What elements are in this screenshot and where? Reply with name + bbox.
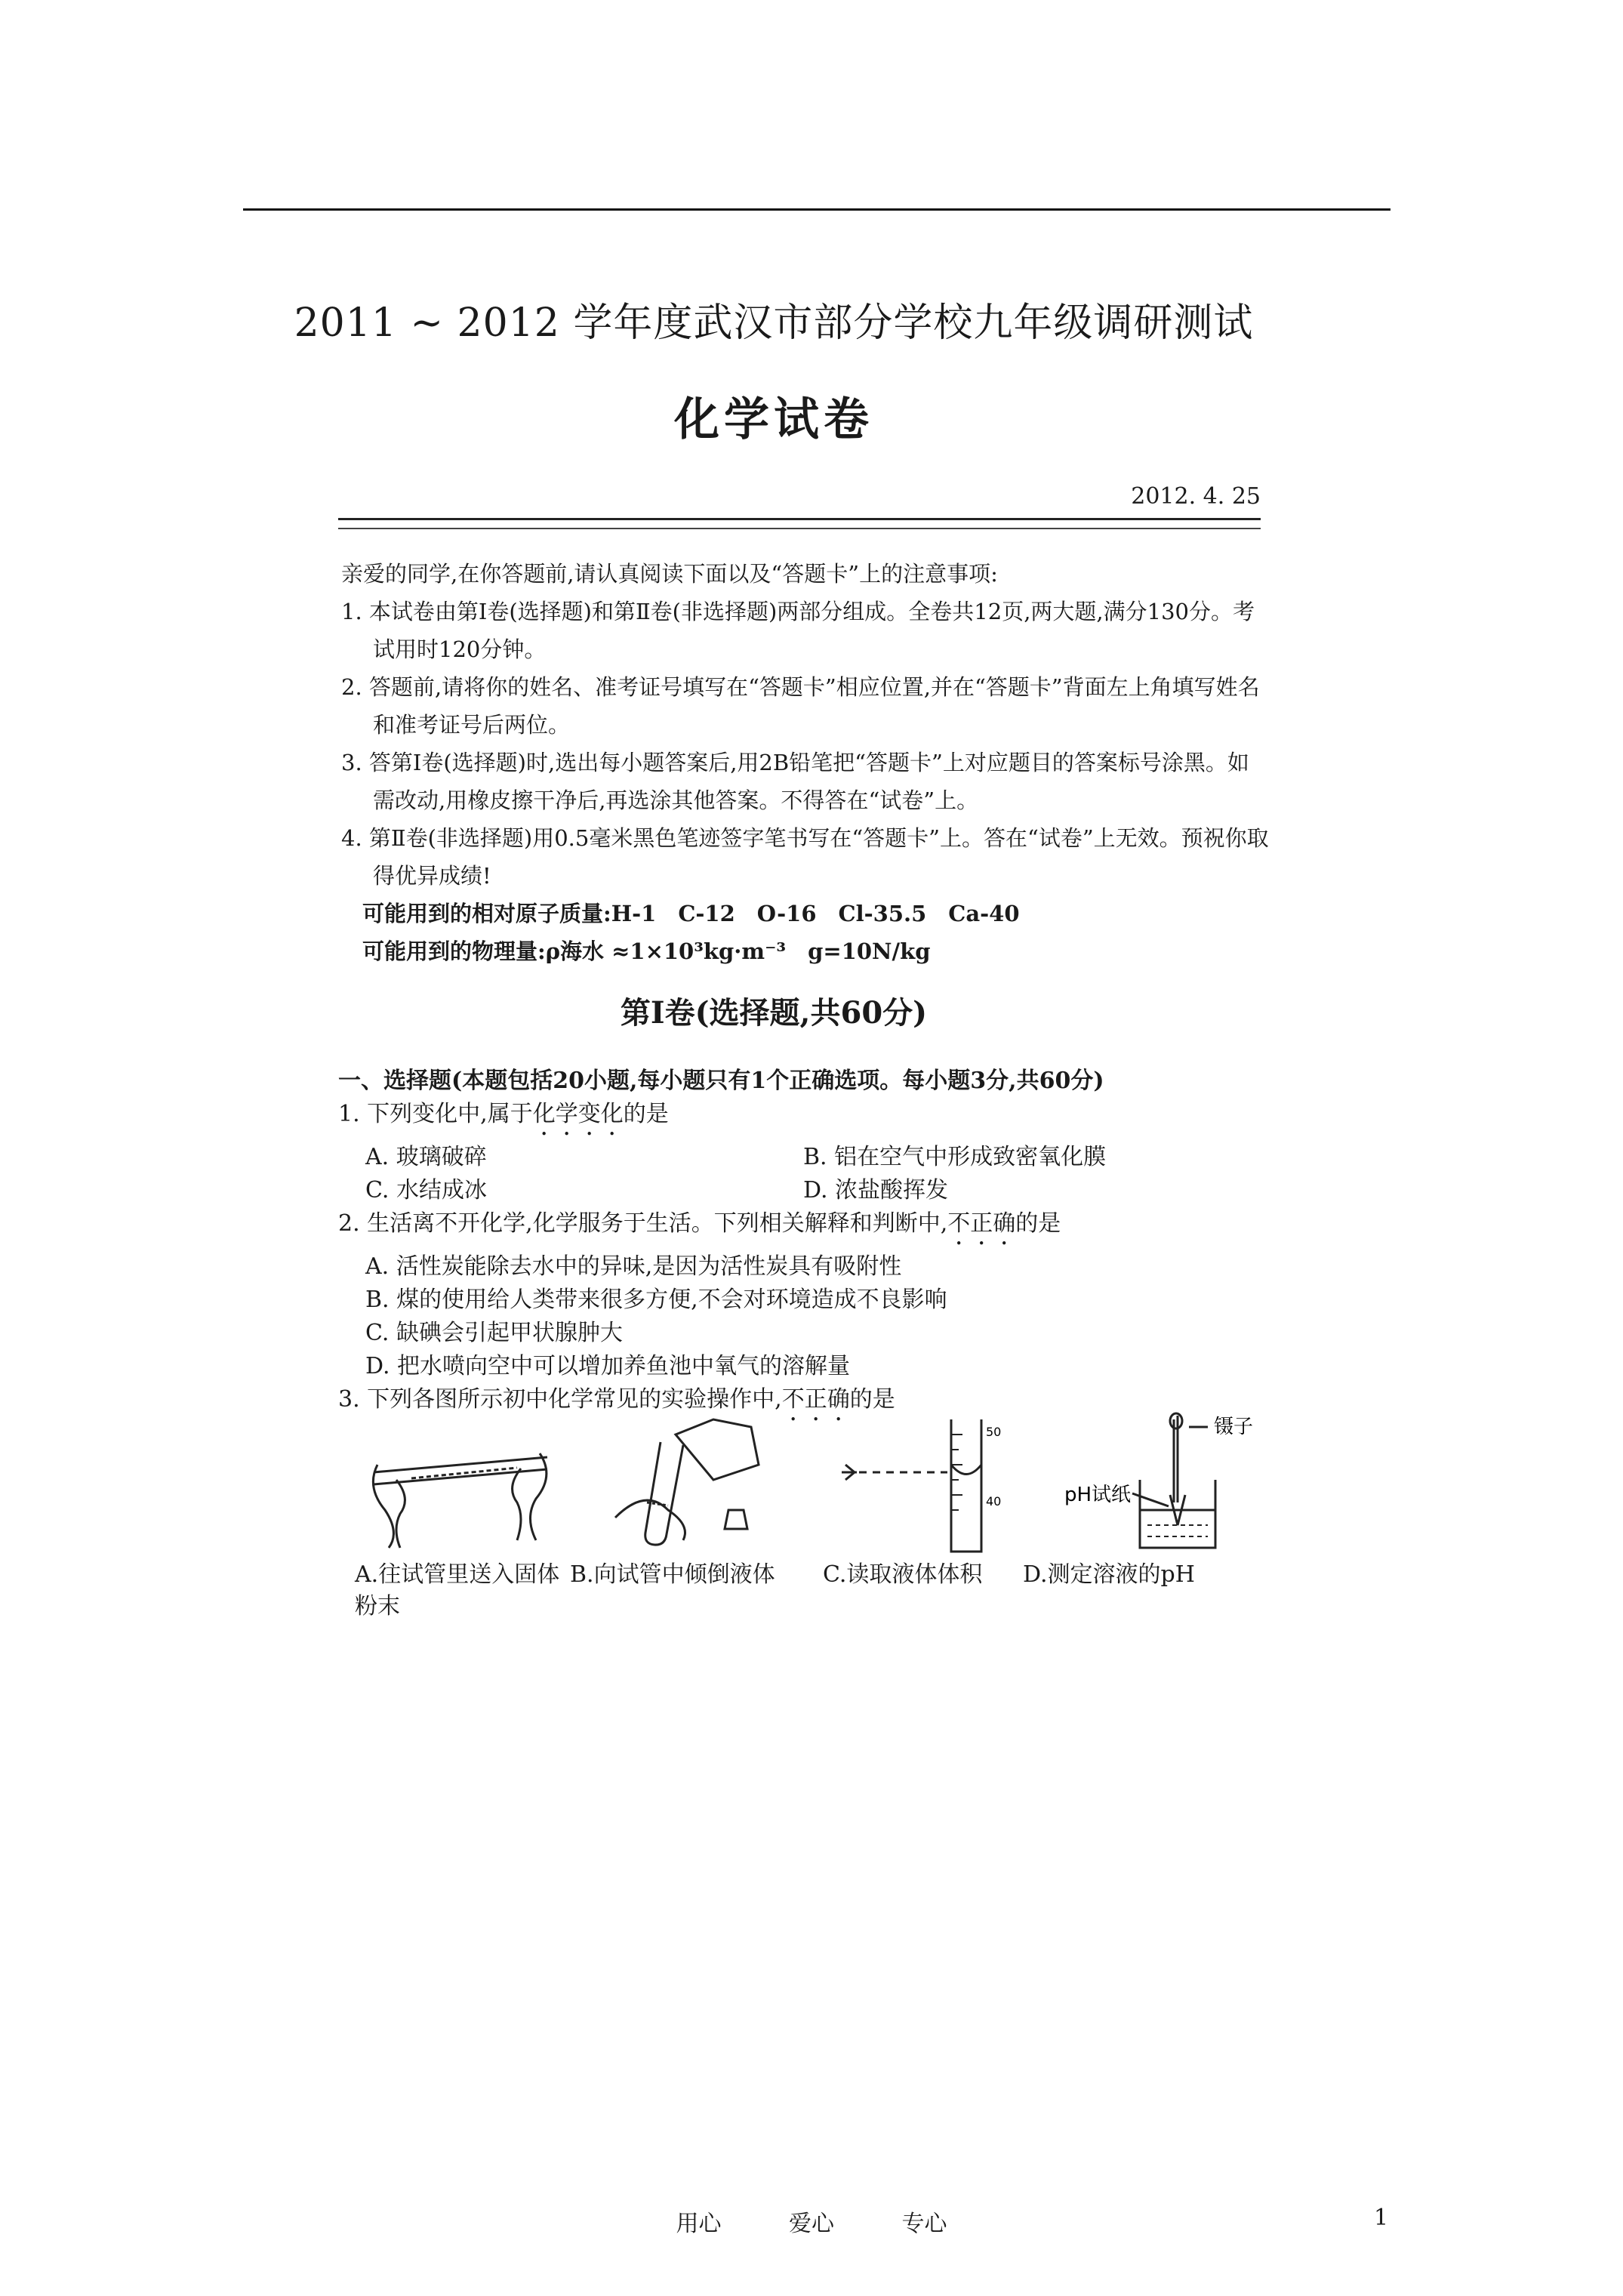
figure-c-caption: C.读取液体体积 — [823, 1561, 983, 1588]
footer-word: 爱心 — [789, 2211, 834, 2237]
exam-date: 2012. 4. 25 — [1131, 483, 1261, 510]
page-number: 1 — [1374, 2205, 1389, 2231]
notice-item: 3. 答第Ⅰ卷(选择题)时,选出每小题答案后,用2B铅笔把“答题卡”上对应题目的答案标号涂黑。如需改动,用橡皮擦干净后,再选涂其他答案。不得答在“试卷”上。 — [341, 750, 1249, 813]
section-heading: 第Ⅰ卷(选择题,共60分) — [620, 995, 928, 1031]
question-stem: 2. 生活离不开化学,化学服务于生活。下列相关解释和判断中,不正确的是 — [338, 1210, 1061, 1237]
question-2 — [338, 1207, 1274, 1383]
option-c: C. 水结成冰 — [365, 1177, 487, 1203]
notice-item: 2. 答题前,请将你的姓名、准考证号填写在“答题卡”相应位置,并在“答题卡”背面左上角填写姓名和准考证号后两位。 — [341, 674, 1260, 738]
tweezers-label: 镊子 — [1214, 1416, 1254, 1438]
figure-d-caption: D.测定溶液的pH — [1023, 1561, 1195, 1588]
figure-a-test-tube-powder — [366, 1412, 555, 1555]
figure-a-caption: A.往试管里送入固体粉末 — [355, 1561, 560, 1620]
header-rule — [243, 208, 1390, 211]
ph-paper-label: pH试纸 — [1064, 1484, 1132, 1506]
notice-item: 1. 本试卷由第Ⅰ卷(选择题)和第Ⅱ卷(非选择题)两部分组成。全卷共12页,两大题,满分130分。考试用时120分钟。 — [341, 599, 1255, 662]
option-a: A. 活性炭能除去水中的异味,是因为活性炭具有吸附性 — [365, 1253, 902, 1280]
atomic-masses: 可能用到的相对原子质量:H-1 C-12 O-16 Cl-35.5 Ca-40 — [362, 901, 1020, 926]
question-1 — [338, 1098, 1274, 1207]
option-d: D. 把水喷向空中可以增加养鱼池中氧气的溶解量 — [365, 1353, 851, 1379]
question-options — [338, 1250, 1274, 1383]
figure-d-measure-ph — [1027, 1412, 1261, 1563]
question-options — [338, 1141, 1274, 1207]
notice-block — [341, 555, 1270, 970]
section-instruction: 一、选择题(本题包括20小题,每小题只有1个正确选项。每小题3分,共60分) — [338, 1068, 1104, 1094]
footer-word: 专心 — [901, 2211, 947, 2237]
exam-title: 2011 ~ 2012 学年度武汉市部分学校九年级调研测试 — [294, 300, 1254, 346]
option-b: B. 铝在空气中形成致密氧化膜 — [803, 1144, 1107, 1170]
notice-item: 4. 第Ⅱ卷(非选择题)用0.5毫米黑色笔迹签字笔书写在“答题卡”上。答在“试卷”上无效。预祝你取得优异成绩! — [341, 825, 1269, 889]
figure-b-caption: B.向试管中倾倒液体 — [570, 1561, 775, 1588]
experiment-figures — [355, 1412, 1261, 1620]
option-a: A. 玻璃破碎 — [365, 1144, 487, 1170]
questions-block — [338, 1065, 1274, 1426]
cylinder-mark-bottom: 40 — [986, 1494, 1002, 1509]
question-stem: 1. 下列变化中,属于化学变化的是 — [338, 1101, 669, 1127]
exam-subtitle: 化学试卷 — [674, 393, 873, 446]
figure-b-pouring-liquid — [600, 1412, 774, 1563]
option-d: D. 浓盐酸挥发 — [803, 1177, 949, 1203]
double-rule-divider — [338, 518, 1261, 529]
option-b: B. 煤的使用给人类带来很多方便,不会对环境造成不良影响 — [365, 1287, 947, 1313]
option-c: C. 缺碘会引起甲状腺肿大 — [365, 1320, 623, 1346]
footer-word: 用心 — [676, 2211, 722, 2237]
cylinder-mark-top: 50 — [986, 1425, 1002, 1439]
physical-quantities: 可能用到的物理量:ρ海水 ≈1×10³kg·m⁻³ g=10N/kg — [362, 938, 931, 964]
notice-intro: 亲爱的同学,在你答题前,请认真阅读下面以及“答题卡”上的注意事项: — [341, 561, 998, 587]
figure-c-reading-volume — [838, 1412, 1012, 1563]
question-stem: 3. 下列各图所示初中化学常见的实验操作中,不正确的是 — [338, 1386, 895, 1413]
